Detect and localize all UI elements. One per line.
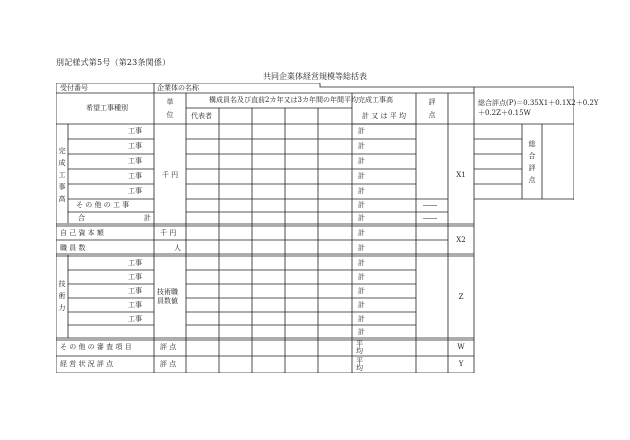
jv-name-label: 企業体の名称 [157,84,199,92]
total-cell-7: 計 [358,214,365,222]
unit-header-bottom: 位 [166,111,174,119]
tech-total-cell-2: 計 [358,273,365,281]
other-items-label: そ の 他 の 審 査 項 目 [60,343,132,351]
total-cell-6: 計 [358,201,365,209]
total-label-left: 合 [78,214,85,222]
dash-cell-2: ―― [423,214,437,222]
tech-total-cell-3: 計 [358,287,365,295]
tech-row-2-label: 工事 [128,273,142,281]
total-cell-4: 計 [358,172,365,180]
completed-work-vertical-label: 完成工事高 [58,147,66,203]
average-bottom-1: 均 [356,347,363,355]
summary-table [56,83,599,373]
work-row-4-label: 工事 [128,172,142,180]
total-average-header: 計 又 は 平 均 [362,112,406,120]
work-row-1-label: 工事 [128,127,142,135]
score-y: Y [458,360,464,368]
members-header: 構成員名及び直前2カ年又は3カ年間の年間平均完成工事高 [209,96,393,104]
unit-thousand-yen: 千 円 [161,171,179,179]
score-header-bottom: 点 [428,111,436,119]
score-z: Z [458,293,464,301]
unit-header-top: 単 [166,98,174,106]
own-capital-label: 自 己 資 本 額 [60,229,104,237]
total-cell-staff: 計 [358,244,365,252]
unit-score-business: 評 点 [160,360,177,368]
tech-total-cell-1: 計 [358,259,365,267]
representative-header: 代表者 [191,112,212,120]
reception-number-label: 受付番号 [60,84,88,92]
document-title: 共同企業体経営規模等総括表 [263,72,367,81]
unit-score-other: 評 点 [160,343,177,351]
average-top-1: 平 [356,340,363,348]
total-score-formula-line2: ＋0.2Z＋0.15W [478,109,531,117]
unit-persons: 人 [174,244,181,252]
technical-vertical-label: 技術力 [58,280,66,312]
tech-unit-line1: 技術職 [157,288,178,296]
dash-cell-1: ―― [423,201,437,209]
work-row-2-label: 工事 [128,142,142,150]
total-cell-5: 計 [358,187,365,195]
staff-count-label: 職 員 数 [60,244,86,252]
tech-row-4-label: 工事 [128,301,142,309]
unit-own-capital: 千 円 [160,229,177,237]
other-work-label: そ の 他 の 工 事 [76,201,130,209]
average-top-2: 平 [356,357,363,365]
total-cell-1: 計 [358,127,365,135]
tech-unit-line2: 員数値 [157,297,178,305]
total-score-vertical-label: 総合評点 [528,140,536,184]
total-score-formula-line1: 総合評点(P)＝0.35X1＋0.1X2＋0.2Y [478,99,599,107]
score-x1: X1 [456,171,466,179]
total-cell-3: 計 [358,157,365,165]
score-header-top: 評 [428,98,436,106]
total-cell-capital: 計 [358,229,365,237]
desired-work-type-header: 希望工事種別 [86,104,128,112]
average-bottom-2: 均 [356,364,363,372]
score-x2: X2 [456,236,466,244]
tech-total-cell-5: 計 [358,315,365,323]
tech-row-1-label: 工事 [128,259,142,267]
form-number: 別記様式第5号（第23条関係） [56,58,171,67]
tech-row-5-label: 工事 [128,315,142,323]
business-status-label: 経 営 状 況 評 点 [60,360,114,368]
work-row-5-label: 工事 [128,187,142,195]
tech-total-cell-4: 計 [358,301,365,309]
work-row-3-label: 工事 [128,157,142,165]
tech-row-3-label: 工事 [128,287,142,295]
score-w: W [457,343,465,351]
tech-total-cell-6: 計 [358,328,365,336]
total-cell-2: 計 [358,142,365,150]
total-label-right: 計 [144,214,151,222]
